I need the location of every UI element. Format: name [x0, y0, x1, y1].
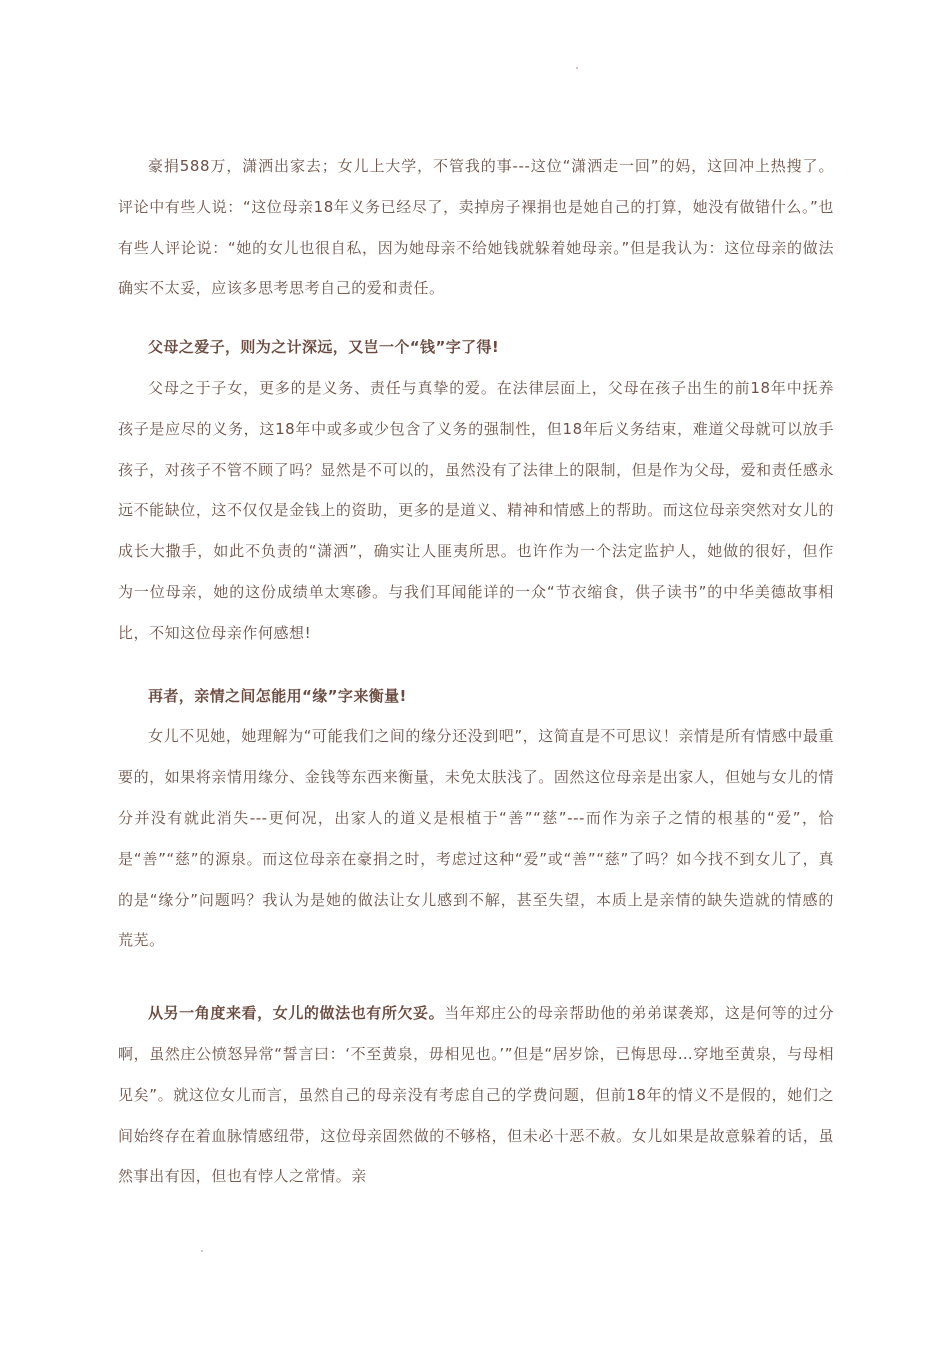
paragraph-daughter-view — [118, 993, 834, 1197]
paragraph-family-bond: 女儿不见她，她理解为“可能我们之间的缘分还没到吧”，这简直是不可思议！亲情是所有情感中最重要的，如果将亲情用缘分、金钱等东西来衡量，未免太肤浅了。固然这位母亲是出家人，但她与女儿的情分并没有就此消失---更何况，出家人的道义是根植于“善”“慈”---而作为亲子之情的根基的“爱”，恰是“善”“慈”的源泉。而这位母亲在豪捐之时，考虑过这种“爱”或“善”“慈”了吗？如今找不到女儿了，真的是“缘分”问题吗？我认为是她的做法让女儿感到不解，甚至失望，本质上是亲情的缺失造就的情感的荒芜。 — [118, 727, 834, 950]
article-body — [118, 146, 834, 1197]
bottom-speck — [201, 1250, 203, 1252]
spacer — [118, 961, 834, 993]
paragraph-intro: 豪捐588万，潇洒出家去；女儿上大学，不管我的事---这位“潇洒走一回”的妈，这回冲上热搜了。评论中有些人说：“这位母亲18年义务已经尽了，卖掉房子裸捐也是她自己的打算，她没有做错什么。”也有些人评论说：“她的女儿也很自私，因为她母亲不给她钱就躲着她母亲。”但是我认为：这位母亲的做法确实不太妥，应该多思考思考自己的爱和责任。 — [118, 157, 834, 298]
spacer — [118, 654, 834, 676]
section-heading-fate: 再者，亲情之间怎能用“缘”字来衡量! — [148, 686, 407, 705]
paragraph-body-text: 当年郑庄公的母亲帮助他的弟弟谋袭郑，这是何等的过分啊，虽然庄公愤怒异常“誓言曰：‘不至黄泉，毋相见也。’”但是“居岁馀，已悔思母…穿地至黄泉，与母相见矣”。就这位女儿而言，虽然自己的母亲没有考虑自己的学费问题，但前18年的情义不是假的，她们之间始终存在着血脉情感纽带，这位母亲固然做的不够格，但未必十恶不赦。女儿如果是故意躲着的话，虽然事出有因，但也有悖人之常情。亲 — [118, 1004, 834, 1186]
top-speck — [576, 67, 578, 69]
spacer — [118, 309, 834, 327]
section-heading-parental-love: 父母之爱子，则为之计深远，又岂一个“钱”字了得! — [148, 338, 500, 357]
paragraph-parental-duty: 父母之于子女，更多的是义务、责任与真挚的爱。在法律层面上，父母在孩子出生的前18年中抚养孩子是应尽的义务，这18年中或多或少包含了义务的强制性，但18年后义务结束，难道父母就可以放手孩子，对孩子不管不顾了吗？显然是不可以的，虽然没有了法律上的限制，但是作为父母，爱和责任感永远不能缺位，这不仅仅是金钱上的资助，更多的是道义、精神和情感上的帮助。而这位母亲突然对女儿的成长大撒手，如此不负责的“潇洒”，确实让人匪夷所思。也许作为一个法定监护人，她做的很好，但作为一位母亲，她的这份成绩单太寒碜。与我们耳闻能详的一众“节衣缩食，供子读书”的中华美德故事相比，不知这位母亲作何感想! — [118, 378, 834, 642]
paragraph-lead-sentence: 从另一角度来看，女儿的做法也有所欠妥。 — [148, 1004, 445, 1023]
